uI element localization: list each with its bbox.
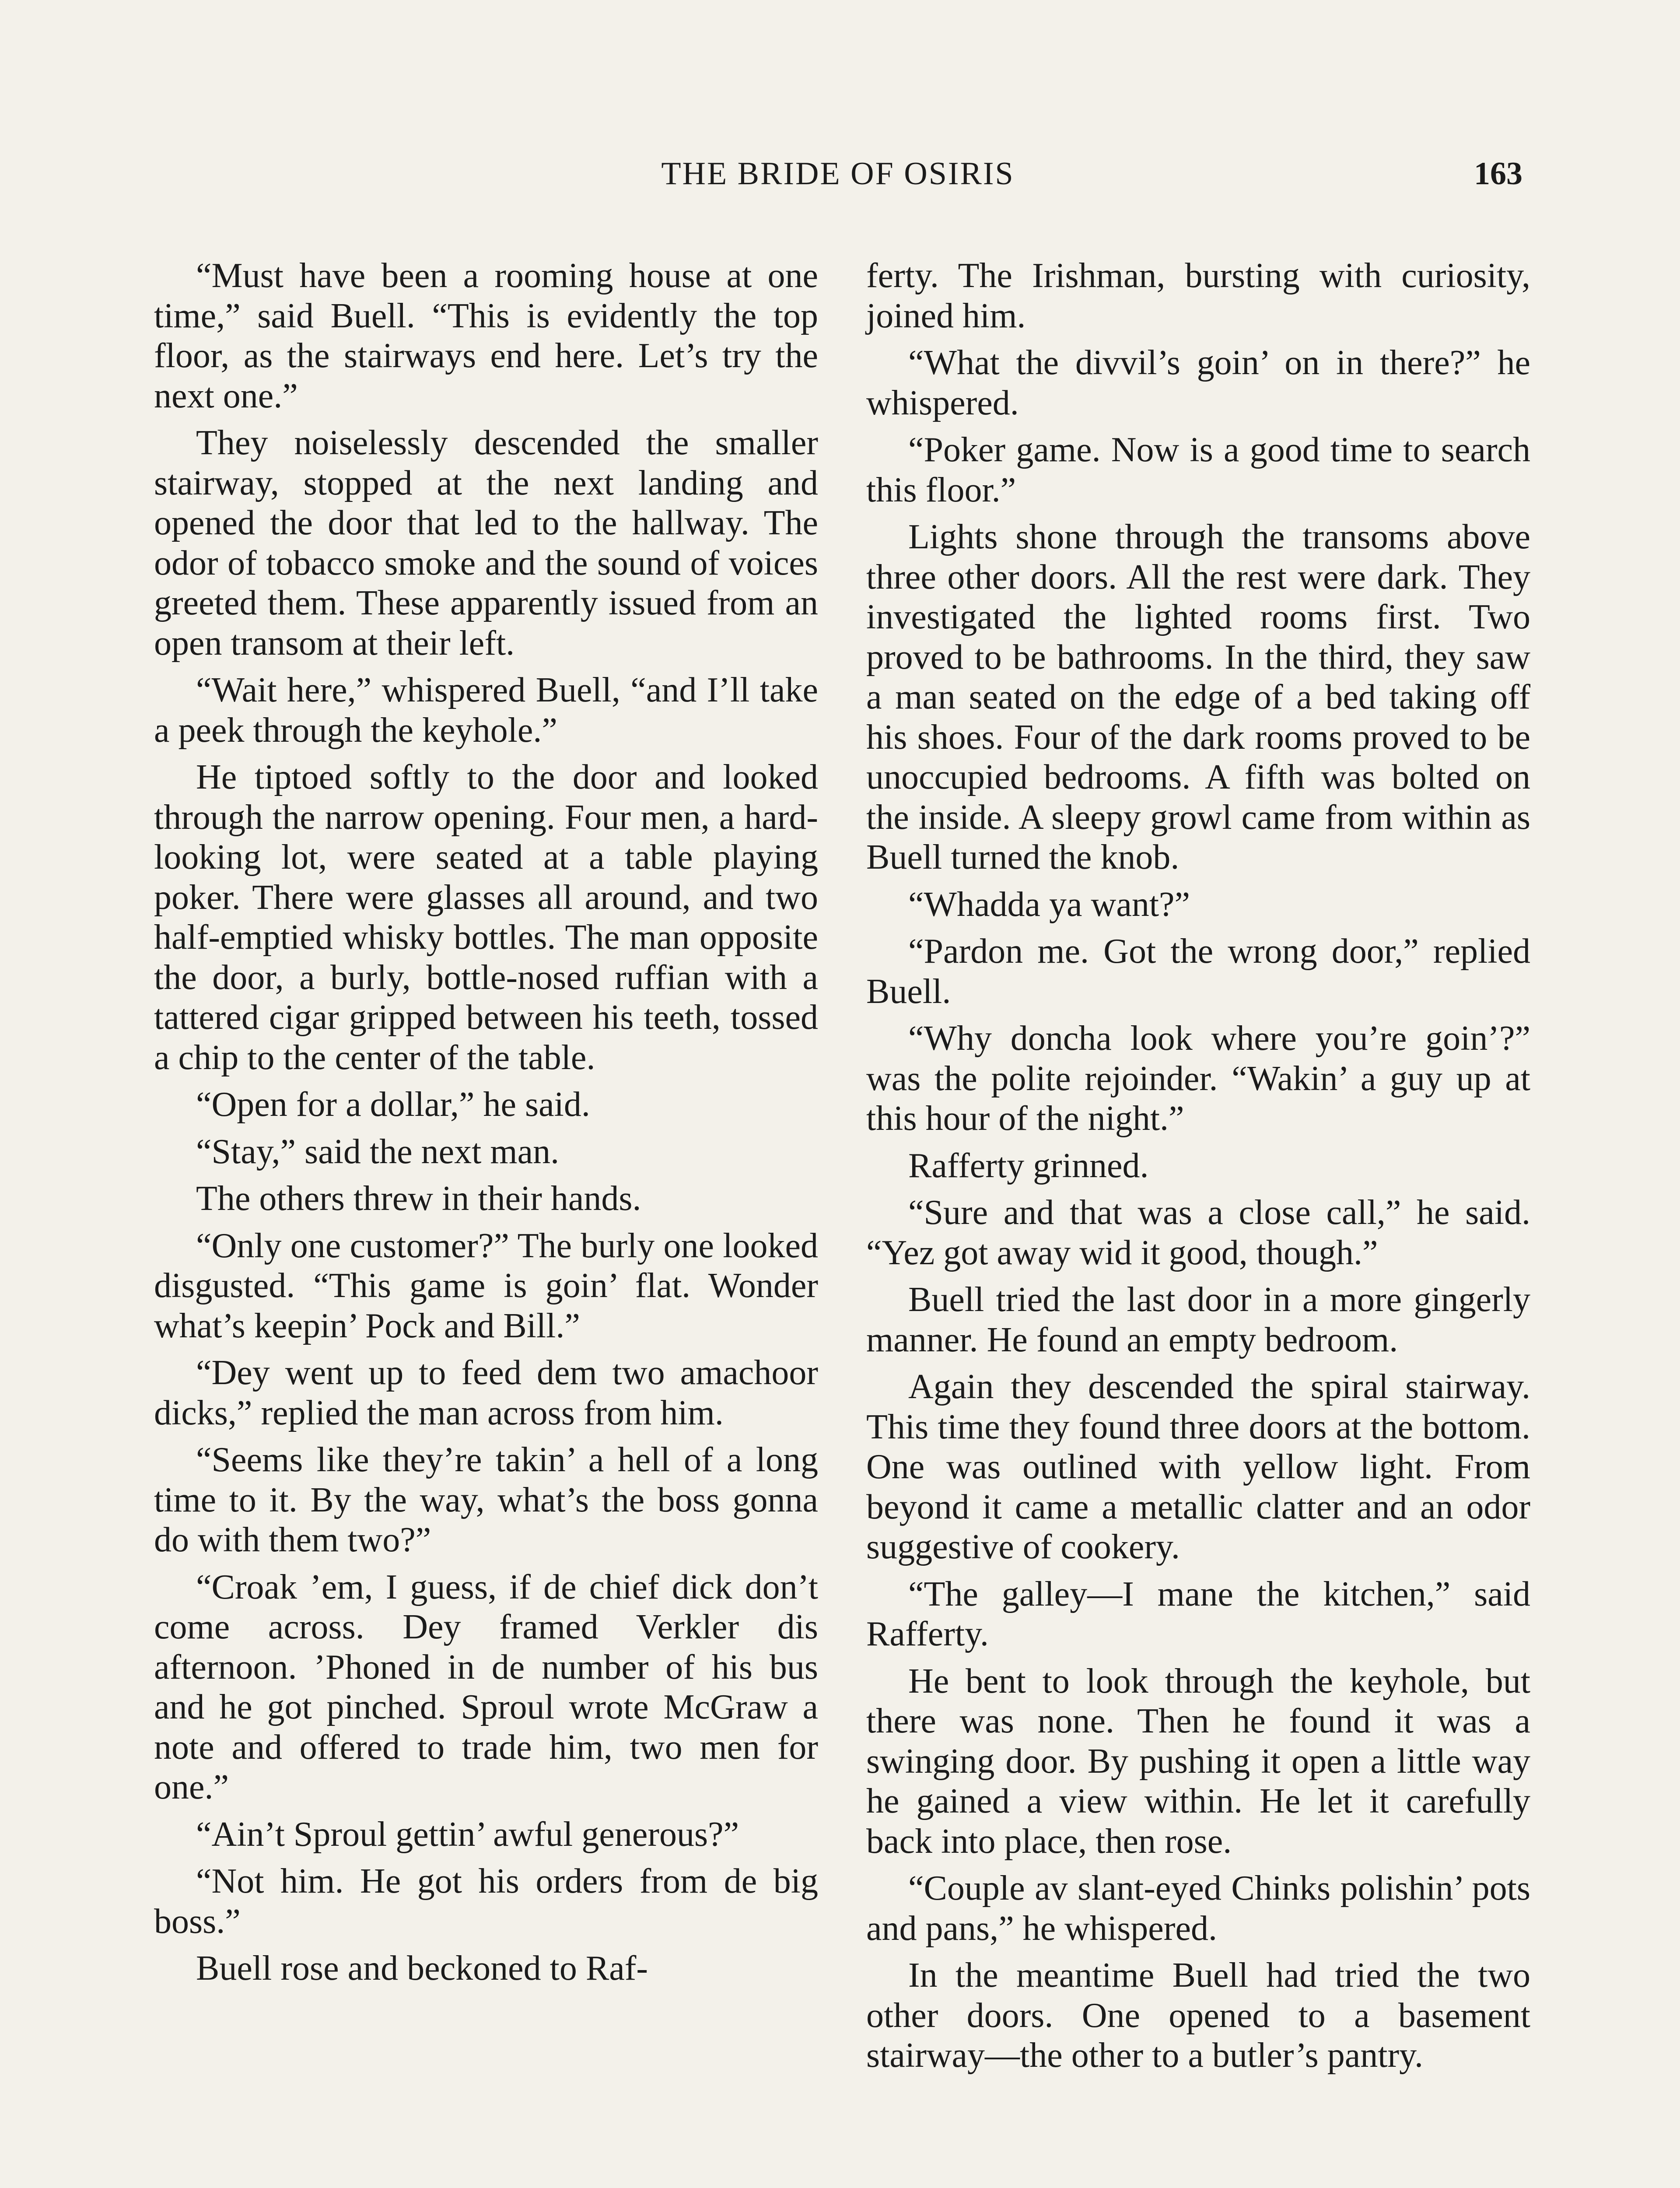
- paragraph: “Only one customer?” The burly one looked disgusted. “This game is goin’ flat. Wonder what’s keepin’ Pock and Bill.”: [154, 1226, 818, 1345]
- right-column: [866, 256, 1530, 2083]
- paragraph: “Wait here,” whispered Buell, “and I’ll take a peek through the keyhole.”: [154, 671, 818, 750]
- paragraph: Buell rose and beckoned to Raf-: [196, 1949, 648, 1988]
- paragraph: They noiselessly descended the smaller stairway, stopped at the next landing and opened the door that led to the hallway. The odor of tobacco smoke and the sound of voices greeted them. These apparently issued from an open transom at their left.: [154, 424, 818, 663]
- paragraph: “Why doncha look where you’re goin’?” was the polite rejoinder. “Wakin’ a guy up at this hour of the night.”: [866, 1019, 1530, 1138]
- running-title: THE BRIDE OF OSIRIS: [661, 156, 1015, 192]
- paragraph: Lights shone through the transoms above three other doors. All the rest were dark. They investigated the lighted rooms first. Two proved to be bathrooms. In the third, they saw a man seated on the edge of a bed taking off his shoes. Four of the dark rooms proved to be unoccupied bedrooms. A fifth was bolted on the inside. A sleepy growl came from within as Buell turned the knob.: [866, 518, 1530, 877]
- paragraph: “Dey went up to feed dem two amachoor dicks,” replied the man across from him.: [154, 1353, 818, 1432]
- paragraph: “What the divvil’s goin’ on in there?” he whispered.: [866, 344, 1530, 422]
- paragraph: “Seems like they’re takin’ a hell of a long time to it. By the way, what’s the boss gonna do with them two?”: [154, 1441, 818, 1559]
- paragraph: Buell tried the last door in a more gingerly manner. He found an empty bedroom.: [866, 1280, 1530, 1359]
- paragraph: “Ain’t Sproul gettin’ awful generous?”: [196, 1815, 739, 1854]
- paragraph: “The galley—I mane the kitchen,” said Rafferty.: [866, 1574, 1530, 1653]
- paragraph: “Poker game. Now is a good time to search this floor.”: [866, 431, 1530, 509]
- paragraph-continued: ferty. The Irishman, bursting with curiosity, joined him.: [866, 256, 1530, 335]
- paragraph: “Croak ’em, I guess, if de chief dick don’t come across. Dey framed Verkler dis afternoon. ’Phoned in de number of his bus and he got pinched. Sproul wrote McGraw a note and offered to trade him, two men for one.”: [154, 1567, 818, 1806]
- paragraph: The others threw in their hands.: [196, 1179, 641, 1218]
- paragraph: Rafferty grinned.: [908, 1146, 1149, 1185]
- paragraph: “Sure and that was a close call,” he said. “Yez got away wid it good, though.”: [866, 1193, 1530, 1272]
- paragraph: “Open for a dollar,” he said.: [196, 1085, 590, 1124]
- paragraph: “Whadda ya want?”: [908, 885, 1190, 924]
- paragraph: He bent to look through the keyhole, but there was none. Then he found it was a swinging door. By pushing it open a little way he gained a view within. He let it carefully back into place, then rose.: [866, 1662, 1530, 1861]
- paragraph: “Stay,” said the next man.: [196, 1132, 560, 1171]
- page-number: 163: [1474, 156, 1522, 192]
- left-column: [154, 256, 818, 1996]
- running-header: [153, 155, 1522, 203]
- paragraph: Again they descended the spiral stairway. This time they found three doors at the bottom. One was outlined with yellow light. From beyond it came a metallic clatter and an odor suggestive of cookery.: [866, 1368, 1530, 1566]
- paragraph: “Must have been a rooming house at one time,” said Buell. “This is evidently the top floor, as the stairways end here. Let’s try the next one.”: [154, 256, 818, 415]
- paragraph: In the meantime Buell had tried the two other doors. One opened to a basement stairway—the other to a butler’s pantry.: [866, 1956, 1530, 2075]
- paragraph: “Pardon me. Got the wrong door,” replied Buell.: [866, 932, 1530, 1011]
- paragraph: He tiptoed softly to the door and looked through the narrow opening. Four men, a hard-looking lot, were seated at a table playing poker. There were glasses all around, and two half-emptied whisky bottles. The man opposite the door, a burly, bottle-nosed ruffian with a tattered cigar gripped between his teeth, tossed a chip to the center of the table.: [154, 758, 818, 1077]
- paragraph: “Not him. He got his orders from de big boss.”: [154, 1862, 818, 1941]
- paragraph: “Couple av slant-eyed Chinks polishin’ pots and pans,” he whispered.: [866, 1869, 1530, 1948]
